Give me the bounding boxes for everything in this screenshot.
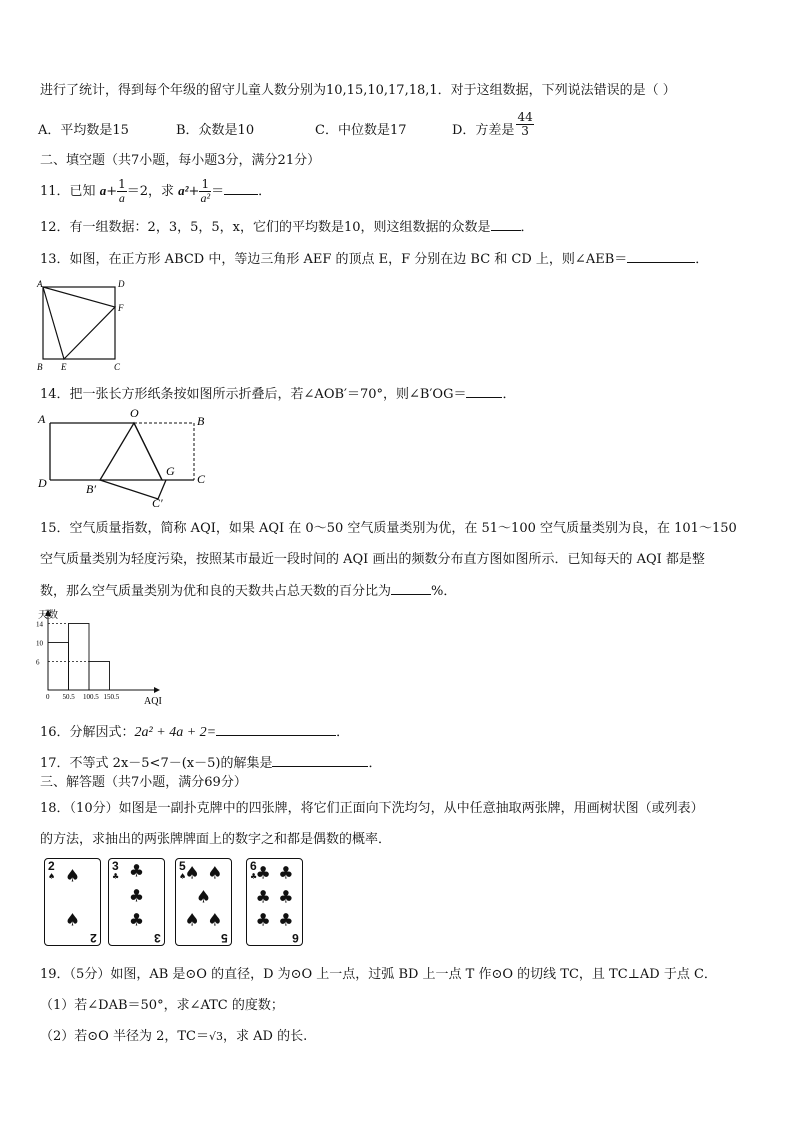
- label-d: D: [118, 279, 125, 289]
- question-17: 17．不等式 2x－5<7－(x－5)的解集是 ．: [40, 756, 382, 771]
- answer-blank: [627, 250, 695, 263]
- card-rank: 5: [221, 931, 228, 945]
- question-15-line-3: 数，那么空气质量类别为优和良的天数共占总天数的百分比为 %．: [40, 584, 457, 599]
- label-b: B: [37, 362, 43, 372]
- section-3-heading: 三、解答题（共7小题，满分69分）: [40, 775, 247, 790]
- answer-blank: [466, 385, 502, 398]
- square-figure: [34, 278, 130, 372]
- question-19-part-1: （1）若∠DAB＝50°，求∠ATC 的度数；: [40, 998, 284, 1013]
- histogram-bar: [69, 624, 90, 691]
- histogram-bar: [48, 643, 69, 691]
- question-13: 13．如图，在正方形 ABCD 中，等边三角形 AEF 的顶点 E，F 分别在边 BC 和 CD 上，则∠AEB＝ ．: [40, 252, 709, 267]
- question-18-line-2: 的方法，求抽出的两张牌牌面上的数字之和都是偶数的概率．: [40, 832, 392, 847]
- card-rank: 2: [90, 931, 97, 945]
- card-pip: ♠: [184, 910, 200, 931]
- card-rank: 2: [48, 859, 55, 873]
- card-pip: ♠: [64, 866, 81, 887]
- answer-blank: [272, 754, 368, 767]
- card-suit-small: ♣: [112, 872, 120, 881]
- x-tick-label: 0: [46, 693, 50, 701]
- playing-card: [108, 858, 165, 946]
- label-c-prime: C′: [152, 496, 163, 507]
- card-pip: ♣: [255, 910, 271, 931]
- answer-blank: [391, 582, 431, 595]
- y-tick-label: 6: [36, 658, 40, 667]
- card-suit-small: ♠: [179, 872, 187, 881]
- card-pip: ♠: [184, 863, 200, 884]
- label-f: F: [118, 303, 124, 313]
- card-suit-small: ♣: [250, 872, 258, 881]
- label-e: E: [61, 362, 67, 372]
- answer-blank: [216, 723, 336, 736]
- card-pip: ♠: [64, 910, 81, 931]
- card-pip: ♣: [255, 887, 271, 908]
- label-c: C: [114, 362, 121, 372]
- aqi-histogram: [30, 604, 170, 708]
- question-10-stem: 进行了统计，得到每个年级的留守儿童人数分别为10,15,10,17,18,1．对于这组数据，下列说法错误的是（ ）: [40, 83, 676, 98]
- card-rank: 3: [112, 859, 119, 873]
- triangle-aef: [43, 287, 115, 359]
- y-axis-label: 天数: [38, 610, 58, 621]
- label-d: D: [38, 476, 47, 490]
- label-a: A: [37, 279, 43, 289]
- option-a: A．平均数是15: [38, 123, 129, 138]
- card-pip: ♣: [128, 886, 145, 907]
- question-19-part-2: （2）若⊙O 半径为 2，TC＝√3，求 AD 的长.: [40, 1029, 308, 1044]
- card-pip: ♠: [207, 910, 223, 931]
- card-pip: ♣: [278, 863, 294, 884]
- question-19-stem: 19．（5分）如图，AB 是⊙O 的直径，D 为⊙O 上一点，过弧 BD 上一点 T 作⊙O 的切线 TC，且 TC⊥AD 于点 C．: [40, 967, 717, 982]
- playing-card: [44, 858, 101, 946]
- y-tick-label: 10: [36, 639, 43, 648]
- playing-card: [246, 858, 303, 946]
- option-c: C．中位数是17: [315, 123, 407, 138]
- card-rank: 6: [250, 859, 257, 873]
- card-pip: ♣: [128, 910, 145, 931]
- card-pip: ♣: [278, 887, 294, 908]
- option-b: B．众数是10: [176, 123, 255, 138]
- question-11: 11．已知 a+ $\frac{1}{a}$ ＝2，求 a²+ $\frac{1}{\text{a²}}$ ＝ ．: [40, 177, 272, 205]
- label-b: B: [197, 414, 205, 428]
- label-c: C: [197, 472, 206, 486]
- x-tick-label: 150.5: [103, 693, 120, 701]
- question-14: 14．把一张长方形纸条按如图所示折叠后，若∠AOB′＝70°，则∠B′OG＝ ．: [40, 387, 516, 402]
- answer-blank: [491, 218, 521, 231]
- card-pip: ♣: [255, 863, 271, 884]
- folded-strip-figure: [34, 403, 214, 507]
- card-rank: 3: [154, 931, 161, 945]
- question-18-line-1: 18．（10分）如图是一副扑克牌中的四张牌，将它们正面向下洗均匀，从中任意抽取两张牌，用画树状图（或列表）: [40, 801, 704, 816]
- x-tick-label: 50.5: [62, 693, 75, 701]
- question-15-line-2: 空气质量类别为轻度污染，按照某市最近一段时间的 AQI 画出的频数分布直方图如图所示．已知每天的 AQI 都是整: [40, 552, 705, 567]
- question-15-line-1: 15．空气质量指数，简称 AQI，如果 AQI 在 0～50 空气质量类别为优，在 51～100 空气质量类别为良，在 101～150: [40, 521, 737, 536]
- card-rank: 6: [292, 931, 299, 945]
- card-pip: ♠: [207, 863, 223, 884]
- option-d: D．方差是 $\frac{44}{3}$: [452, 110, 533, 138]
- card-pip: ♣: [128, 861, 145, 882]
- card-pip: ♠: [195, 887, 212, 908]
- question-12: 12．有一组数据：2，3，5，5，x，它们的平均数是10，则这组数据的众数是 ．: [40, 220, 534, 235]
- histogram-bar: [89, 662, 110, 691]
- y-tick-label: 14: [36, 620, 43, 629]
- question-10-options: [38, 110, 738, 148]
- label-o: O: [130, 406, 139, 420]
- label-a: A: [38, 412, 46, 426]
- answer-blank: [224, 182, 258, 195]
- x-axis-label: AQI: [144, 696, 162, 707]
- x-axis-arrow: [154, 687, 160, 693]
- label-b-prime: B′: [86, 482, 96, 496]
- playing-card: [175, 858, 232, 946]
- x-tick-label: 100.5: [83, 693, 99, 701]
- card-rank: 5: [179, 859, 186, 873]
- card-pip: ♣: [278, 910, 294, 931]
- question-16: 16．分解因式：2a² + 4a + 2= ．: [40, 725, 350, 740]
- label-g: G: [166, 464, 175, 478]
- card-suit-small: ♠: [48, 872, 56, 881]
- section-2-heading: 二、填空题（共7小题，每小题3分，满分21分）: [40, 153, 321, 168]
